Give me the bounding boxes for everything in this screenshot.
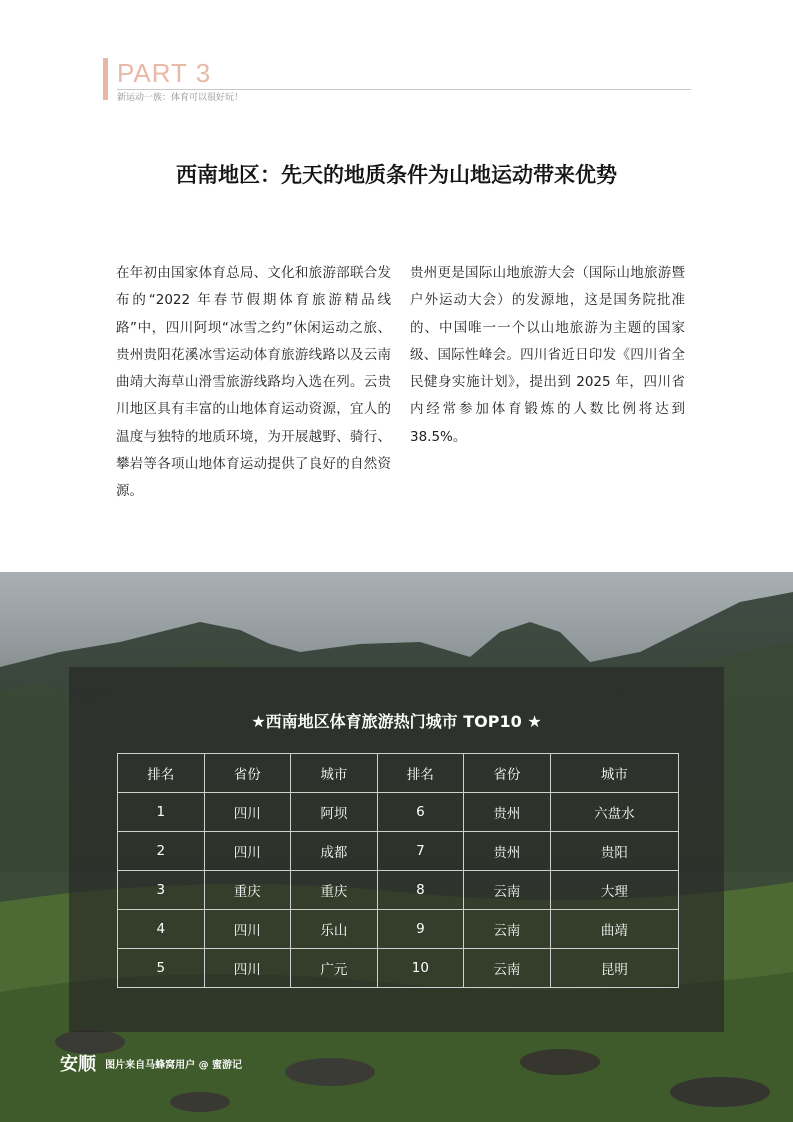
city-cell: 昆明: [550, 949, 678, 988]
province-cell: 云南: [464, 949, 551, 988]
table-row: [118, 949, 679, 988]
province-cell: 四川: [204, 910, 291, 949]
table-row: [118, 793, 679, 832]
province-cell: 四川: [204, 832, 291, 871]
city-cell: 乐山: [291, 910, 378, 949]
header-province: 省份: [464, 754, 551, 793]
rank-cell: 7: [377, 832, 464, 871]
city-cell: 贵阳: [550, 832, 678, 871]
table-row: [118, 871, 679, 910]
rank-cell: 8: [377, 871, 464, 910]
section-subtitle: 新运动一族：体育可以很好玩！: [117, 93, 244, 103]
ranking-table: [117, 753, 679, 988]
province-cell: 四川: [204, 793, 291, 832]
rank-cell: 2: [118, 832, 205, 871]
table-header-row: [118, 754, 679, 793]
header-rank: 排名: [377, 754, 464, 793]
header-province: 省份: [204, 754, 291, 793]
table-title: ★西南地区体育旅游热门城市 TOP10 ★: [251, 712, 542, 731]
city-cell: 阿坝: [291, 793, 378, 832]
city-cell: 曲靖: [550, 910, 678, 949]
city-cell: 成都: [291, 832, 378, 871]
header-rank: 排名: [118, 754, 205, 793]
province-cell: 贵州: [464, 793, 551, 832]
top10-panel: [69, 667, 724, 1032]
city-cell: 重庆: [291, 871, 378, 910]
city-cell: 广元: [291, 949, 378, 988]
table-row: [118, 910, 679, 949]
header-city: 城市: [550, 754, 678, 793]
photo-credit: [60, 1050, 242, 1076]
body-column-right: 贵州更是国际山地旅游大会（国际山地旅游暨户外运动大会）的发源地，这是国务院批准的、中国唯一一个以山地旅游为主题的国家级、国际性峰会。四川省近日印发《四川省全民健身实施计划》，提出到 2025 年，四川省内经常参加体育锻炼的人数比例将达到 38.5%。: [410, 265, 685, 445]
section-header: [103, 58, 691, 108]
rank-cell: 3: [118, 871, 205, 910]
accent-bar: [103, 58, 108, 100]
landscape-photo: [0, 572, 793, 1122]
header-divider: [117, 89, 691, 90]
credit-location: 安顺: [60, 1054, 96, 1075]
page-title: 西南地区：先天的地质条件为山地运动带来优势: [176, 163, 617, 187]
province-cell: 贵州: [464, 832, 551, 871]
rank-cell: 9: [377, 910, 464, 949]
header-city: 城市: [291, 754, 378, 793]
credit-text: 图片来自马蜂窝用户 @ 蜜游记: [105, 1059, 243, 1071]
province-cell: 重庆: [204, 871, 291, 910]
rank-cell: 4: [118, 910, 205, 949]
province-cell: 云南: [464, 910, 551, 949]
city-cell: 六盘水: [550, 793, 678, 832]
city-cell: 大理: [550, 871, 678, 910]
rank-cell: 10: [377, 949, 464, 988]
table-row: [118, 832, 679, 871]
province-cell: 四川: [204, 949, 291, 988]
rank-cell: 6: [377, 793, 464, 832]
rank-cell: 1: [118, 793, 205, 832]
part-label: PART 3: [117, 58, 212, 88]
province-cell: 云南: [464, 871, 551, 910]
rank-cell: 5: [118, 949, 205, 988]
body-column-left: 在年初由国家体育总局、文化和旅游部联合发布的“2022 年春节假期体育旅游精品线路”中，四川阿坝“冰雪之约”休闲运动之旅、贵州贵阳花溪冰雪运动体育旅游线路以及云南曲靖大海草山滑雪旅游线路均入选在列。云贵川地区具有丰富的山地体育运动资源，宜人的温度与独特的地质环境，为开展越野、骑行、攀岩等各项山地体育运动提供了良好的自然资源。: [116, 265, 391, 500]
